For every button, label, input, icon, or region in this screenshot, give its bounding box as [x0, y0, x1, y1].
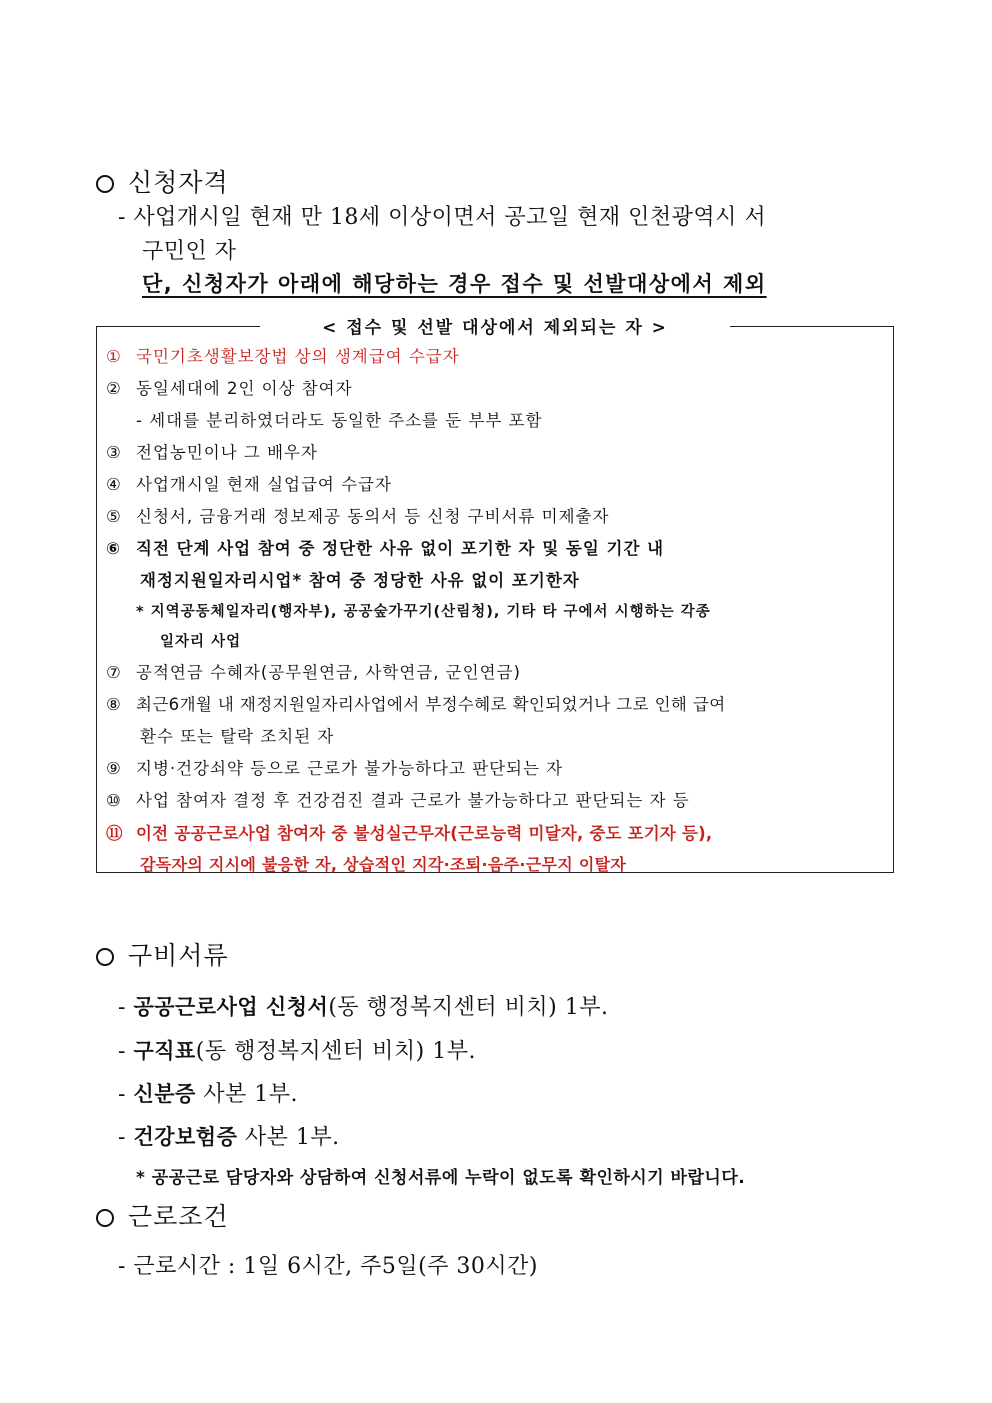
section-heading-conditions: 근로조건 — [96, 1197, 229, 1233]
document-item: - 구직표(동 행정복지센터 비치) 1부. — [118, 1039, 476, 1064]
exclusion-item: ⑪ 이전 공공근로사업 참여자 중 불성실근무자(근로능력 미달자, 중도 포기자 등), — [106, 824, 713, 843]
eligibility-line-1: - 사업개시일 현재 만 18세 이상이면서 공고일 현재 인천광역시 서 — [118, 205, 767, 230]
eligibility-exclusion-note: 단, 신청자가 아래에 해당하는 경우 접수 및 선발대상에서 제외 — [142, 272, 767, 296]
documents-footnote: * 공공근로 담당자와 상담하여 신청서류에 누락이 없도록 확인하시기 바랍니다. — [136, 1168, 746, 1188]
document-item: - 신분증 사본 1부. — [118, 1082, 299, 1107]
document-item: - 건강보험증 사본 1부. — [118, 1125, 340, 1150]
exclusion-item-cont: 재정지원일자리시업* 참여 중 정당한 사유 없이 포기한자 — [140, 571, 580, 590]
exclusion-item: ⑨ 지병·건강쇠약 등으로 근로가 불가능하다고 판단되는 자 — [106, 759, 564, 778]
exclusion-box-title: < 접수 및 선발 대상에서 제외되는 자 > — [260, 313, 730, 338]
exclusion-item: ⑩ 사업 참여자 결정 후 건강검진 결과 근로가 불가능하다고 판단되는 자 등 — [106, 791, 690, 810]
section-heading-documents: 구비서류 — [96, 936, 229, 972]
work-hours-line: - 근로시간 : 1일 6시간, 주5일(주 30시간) — [118, 1254, 538, 1279]
circle-bullet-icon — [96, 1209, 114, 1227]
exclusion-item: ① 국민기초생활보장법 상의 생계급여 수급자 — [106, 347, 460, 366]
exclusion-item: ③ 전업농민이나 그 배우자 — [106, 443, 318, 462]
exclusion-item: ⑧ 최근6개월 내 재정지원일자리사업에서 부정수혜로 확인되었거나 그로 인해 급여 — [106, 695, 726, 714]
exclusion-footnote-cont: 일자리 사업 — [160, 634, 242, 650]
circle-bullet-icon — [96, 175, 114, 193]
document-item: - 공공근로사업 신청서(동 행정복지센터 비치) 1부. — [118, 995, 609, 1020]
exclusion-item: ④ 사업개시일 현재 실업급여 수급자 — [106, 475, 392, 494]
exclusion-sub-item: - 세대를 분리하였더라도 동일한 주소를 둔 부부 포함 — [136, 411, 543, 430]
exclusion-item: ⑦ 공적연금 수혜자(공무원연금, 사학연금, 군인연금) — [106, 663, 521, 682]
exclusion-item-cont: 감독자의 지시에 불응한 자, 상습적인 지각·조퇴·음주·근무지 이탈자 — [140, 855, 627, 874]
section-heading-eligibility: 신청자격 — [96, 163, 229, 199]
eligibility-line-2: 구민인 자 — [142, 239, 237, 264]
exclusion-item: ② 동일세대에 2인 이상 참여자 — [106, 379, 353, 398]
exclusion-item-cont: 환수 또는 탈락 조치된 자 — [140, 727, 335, 746]
exclusion-item: ⑥ 직전 단계 사업 참여 중 정단한 사유 없이 포기한 자 및 동일 기간 내 — [106, 539, 665, 558]
circle-bullet-icon — [96, 948, 114, 966]
exclusion-item: ⑤ 신청서, 금융거래 정보제공 동의서 등 신청 구비서류 미제출자 — [106, 507, 610, 526]
exclusion-footnote: * 지역공동체일자리(행자부), 공공숲가꾸기(산림청), 기타 타 구에서 시행하는 각종 — [136, 604, 711, 620]
